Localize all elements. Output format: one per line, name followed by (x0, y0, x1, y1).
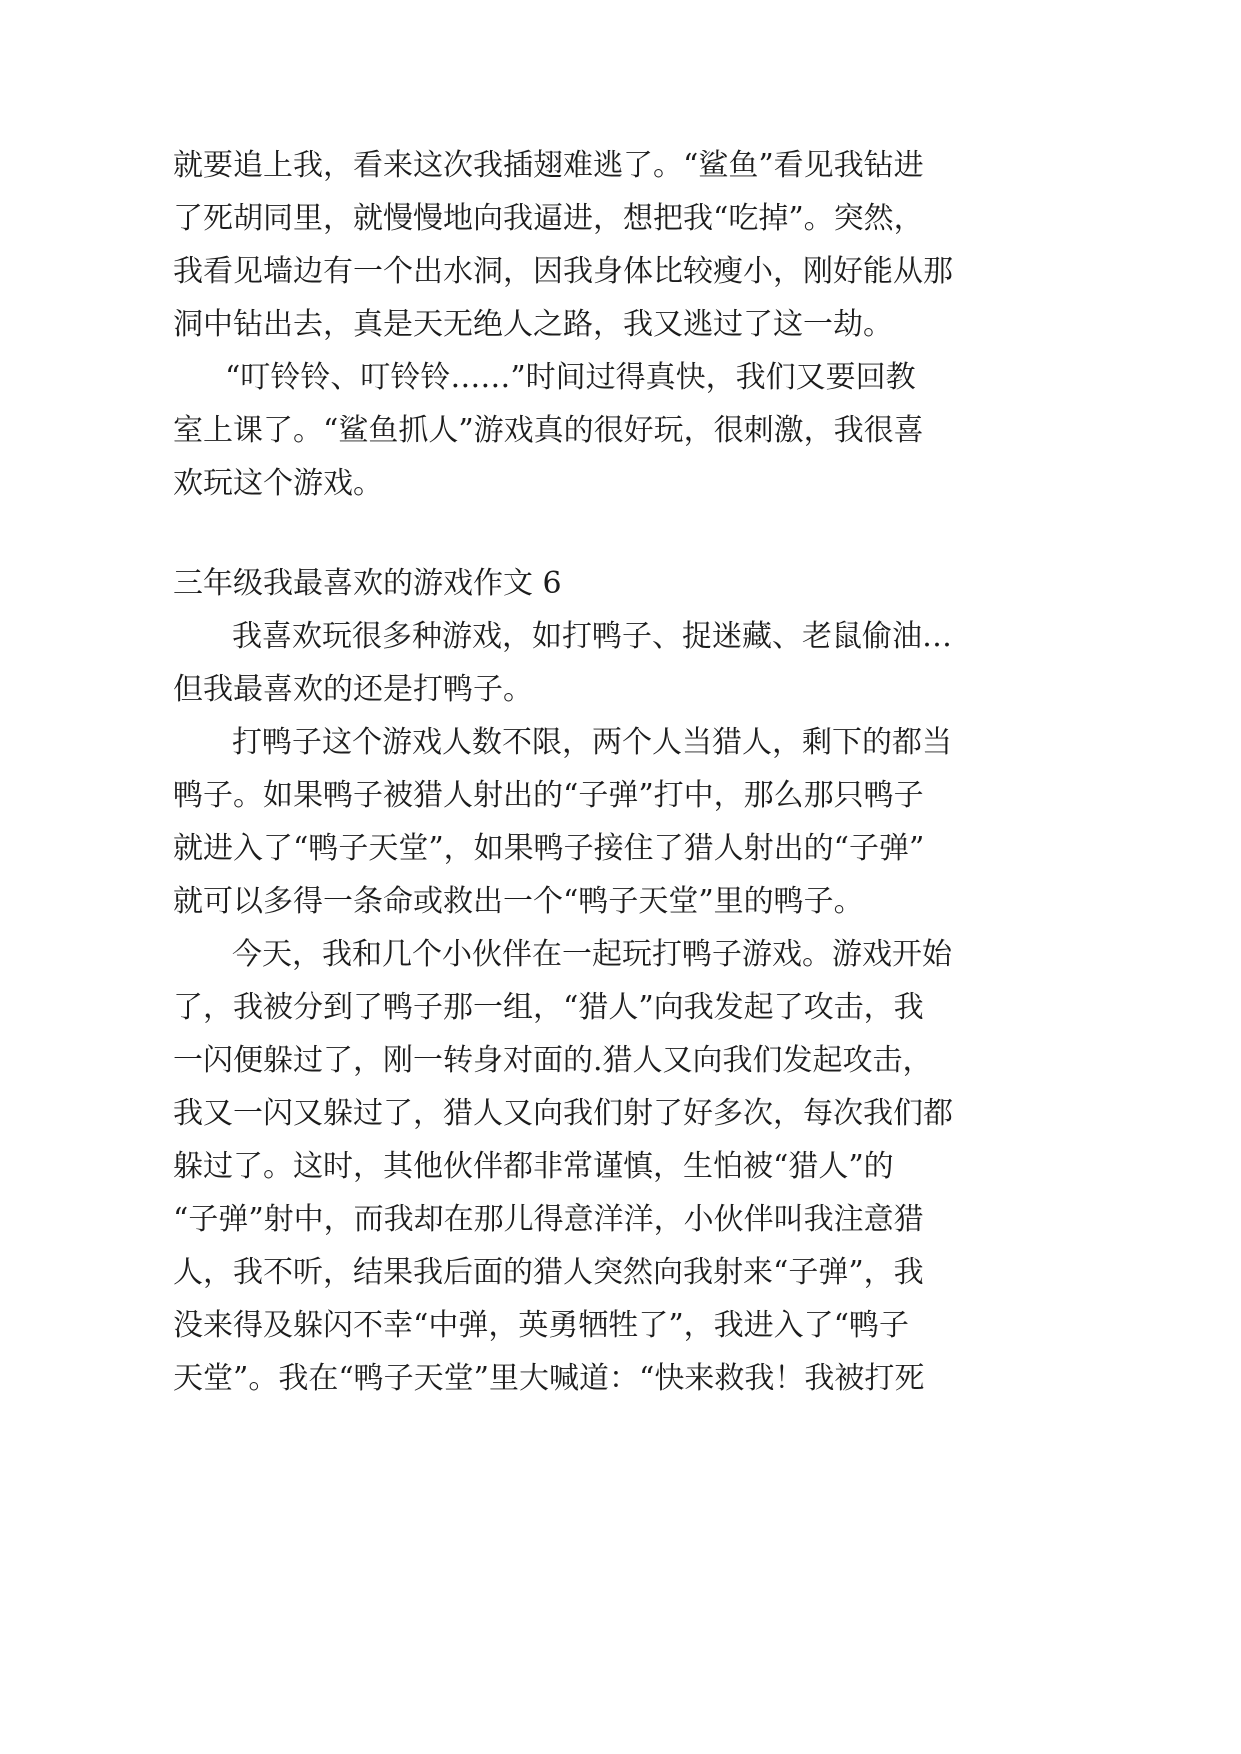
text-line: “叮铃铃、叮铃铃……”时间过得真快，我们又要回教 (225, 360, 916, 395)
text-line: 打鸭子这个游戏人数不限，两个人当猎人，剩下的都当 (232, 725, 952, 760)
text-line: 没来得及躲闪不幸“中弹，英勇牺牲了”，我进入了“鸭子 (173, 1308, 910, 1343)
text-line: 今天，我和几个小伙伴在一起玩打鸭子游戏。游戏开始 (232, 937, 952, 972)
text-line: 就要追上我，看来这次我插翅难逃了。“鲨鱼”看见我钻进 (173, 148, 924, 183)
text-line: 了，我被分到了鸭子那一组，“猎人”向我发起了攻击，我 (173, 990, 924, 1025)
text-line: 我又一闪又躲过了，猎人又向我们射了好多次，每次我们都 (173, 1096, 953, 1131)
text-line: 了死胡同里，就慢慢地向我逼进，想把我“吃掉”。突然， (173, 201, 924, 236)
text-line: 人，我不听，结果我后面的猎人突然向我射来“子弹”，我 (173, 1255, 924, 1290)
text-line: 洞中钻出去，真是天无绝人之路，我又逃过了这一劫。 (173, 307, 893, 342)
text-line: 室上课了。“鲨鱼抓人”游戏真的很好玩，很刺激，我很喜 (173, 413, 924, 448)
text-line: 天堂”。我在“鸭子天堂”里大喊道：“快来救我！我被打死 (173, 1361, 925, 1396)
text-line: 一闪便躲过了，刚一转身对面的.猎人又向我们发起攻击， (173, 1043, 933, 1078)
text-line: 我看见墙边有一个出水洞，因我身体比较瘦小，刚好能从那 (173, 254, 953, 289)
text-line: 欢玩这个游戏。 (173, 466, 383, 501)
text-line: 躲过了。这时，其他伙伴都非常谨慎，生怕被“猎人”的 (173, 1149, 894, 1184)
text-line: 就进入了“鸭子天堂”，如果鸭子接住了猎人射出的“子弹” (173, 831, 925, 866)
text-line: 但我最喜欢的还是打鸭子。 (173, 672, 533, 707)
text-line: “子弹”射中，而我却在那儿得意洋洋，小伙伴叫我注意猎 (173, 1202, 924, 1237)
text-line: 就可以多得一条命或救出一个“鸭子天堂”里的鸭子。 (173, 884, 864, 919)
text-line: 鸭子。如果鸭子被猎人射出的“子弹”打中，那么那只鸭子 (173, 778, 924, 813)
text-line: 我喜欢玩很多种游戏，如打鸭子、捉迷藏、老鼠偷油… (232, 619, 952, 654)
section-heading: 三年级我最喜欢的游戏作文 6 (173, 566, 562, 601)
